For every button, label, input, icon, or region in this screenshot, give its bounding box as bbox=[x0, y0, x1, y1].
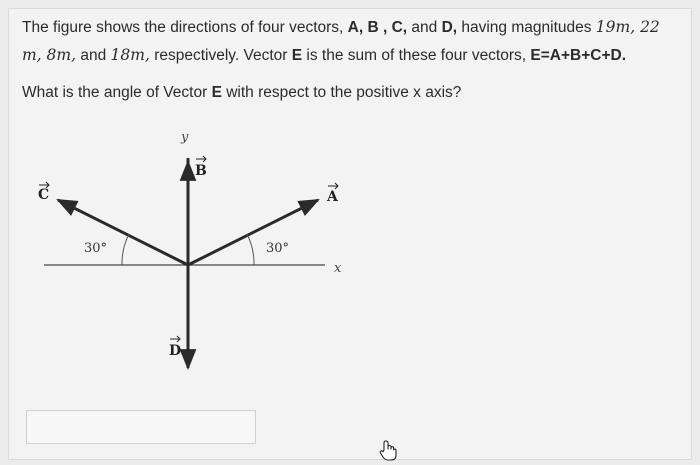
question-text: What is the angle of Vector bbox=[22, 84, 212, 101]
vector-name-d: D, bbox=[441, 19, 458, 36]
vector-b-label: B bbox=[195, 163, 207, 179]
magnitude-values: 18m, bbox=[110, 46, 150, 64]
vector-name-e: E bbox=[291, 47, 303, 64]
angle-arc-right bbox=[247, 234, 254, 265]
angle-label-right: 30° bbox=[266, 241, 290, 256]
vector-b-overarrow-icon bbox=[196, 156, 206, 162]
vector-d-label: D bbox=[169, 343, 182, 359]
angle-label-left: 30° bbox=[84, 241, 108, 256]
vector-d-overarrow-icon bbox=[170, 336, 180, 342]
vector-c-label: C bbox=[38, 187, 50, 203]
question-text: The figure shows the directions of four vectors, bbox=[22, 19, 348, 36]
magnitude-values: 19m, 22 bbox=[595, 18, 660, 36]
question-text: with respect to the positive x axis? bbox=[221, 84, 462, 101]
hand-pointer-icon bbox=[378, 440, 398, 462]
question-text: having magnitudes bbox=[457, 19, 596, 36]
question-text: is the sum of these four vectors, bbox=[302, 47, 531, 64]
y-axis-label: y bbox=[181, 130, 189, 145]
angle-arc-left bbox=[122, 234, 129, 265]
question-text: respectively. Vector bbox=[149, 47, 292, 64]
vector-a-label: A bbox=[327, 189, 338, 205]
magnitude-values: m, 8m, bbox=[22, 46, 77, 64]
vector-name-e: E bbox=[211, 84, 222, 101]
x-axis-label: x bbox=[334, 261, 342, 276]
sum-equation: E=A+B+C+D. bbox=[530, 47, 627, 64]
question-text: and bbox=[407, 19, 442, 36]
question-text: and bbox=[76, 47, 111, 64]
answer-input[interactable] bbox=[26, 410, 256, 444]
vector-names: A, B , C, bbox=[347, 19, 408, 36]
